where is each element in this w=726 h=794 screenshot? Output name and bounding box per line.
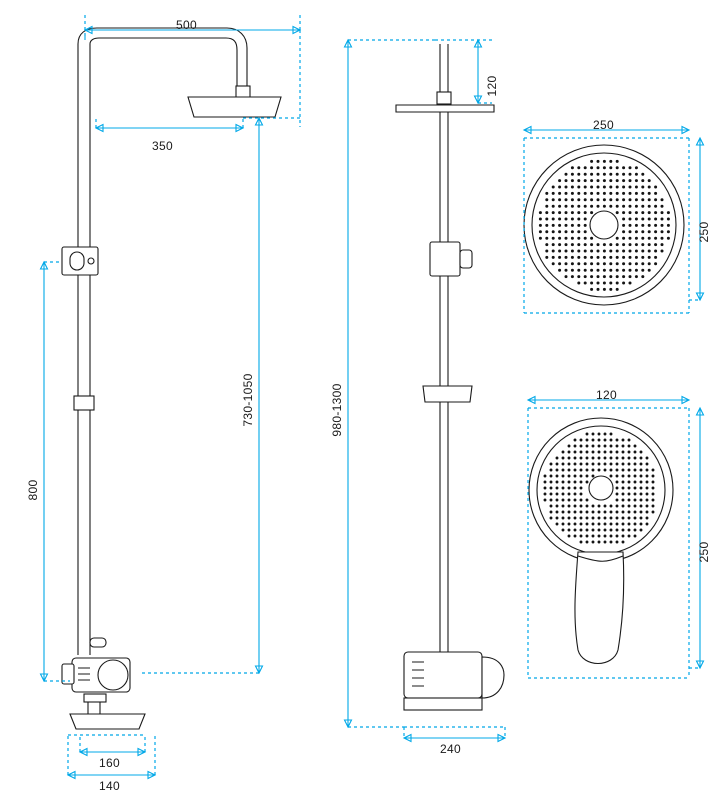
dim-350: 350: [152, 139, 173, 153]
dim-500: 500: [176, 18, 197, 32]
dim-730-1050: 730-1050: [241, 373, 255, 427]
dim-240: 240: [440, 742, 461, 756]
dim-hand-width: 120: [596, 388, 617, 402]
hand-shower-product: [529, 418, 673, 664]
dim-800: 800: [26, 479, 40, 501]
dim-980-1300: 980-1300: [330, 383, 344, 437]
dim-120-side: 120: [485, 75, 499, 97]
dim-140: 140: [99, 779, 120, 793]
dim-head-height: 250: [697, 221, 711, 243]
dim-160: 160: [99, 756, 120, 770]
dim-head-width: 250: [593, 118, 614, 132]
dim-hand-height: 250: [697, 541, 711, 563]
side-view-product: [396, 44, 504, 710]
